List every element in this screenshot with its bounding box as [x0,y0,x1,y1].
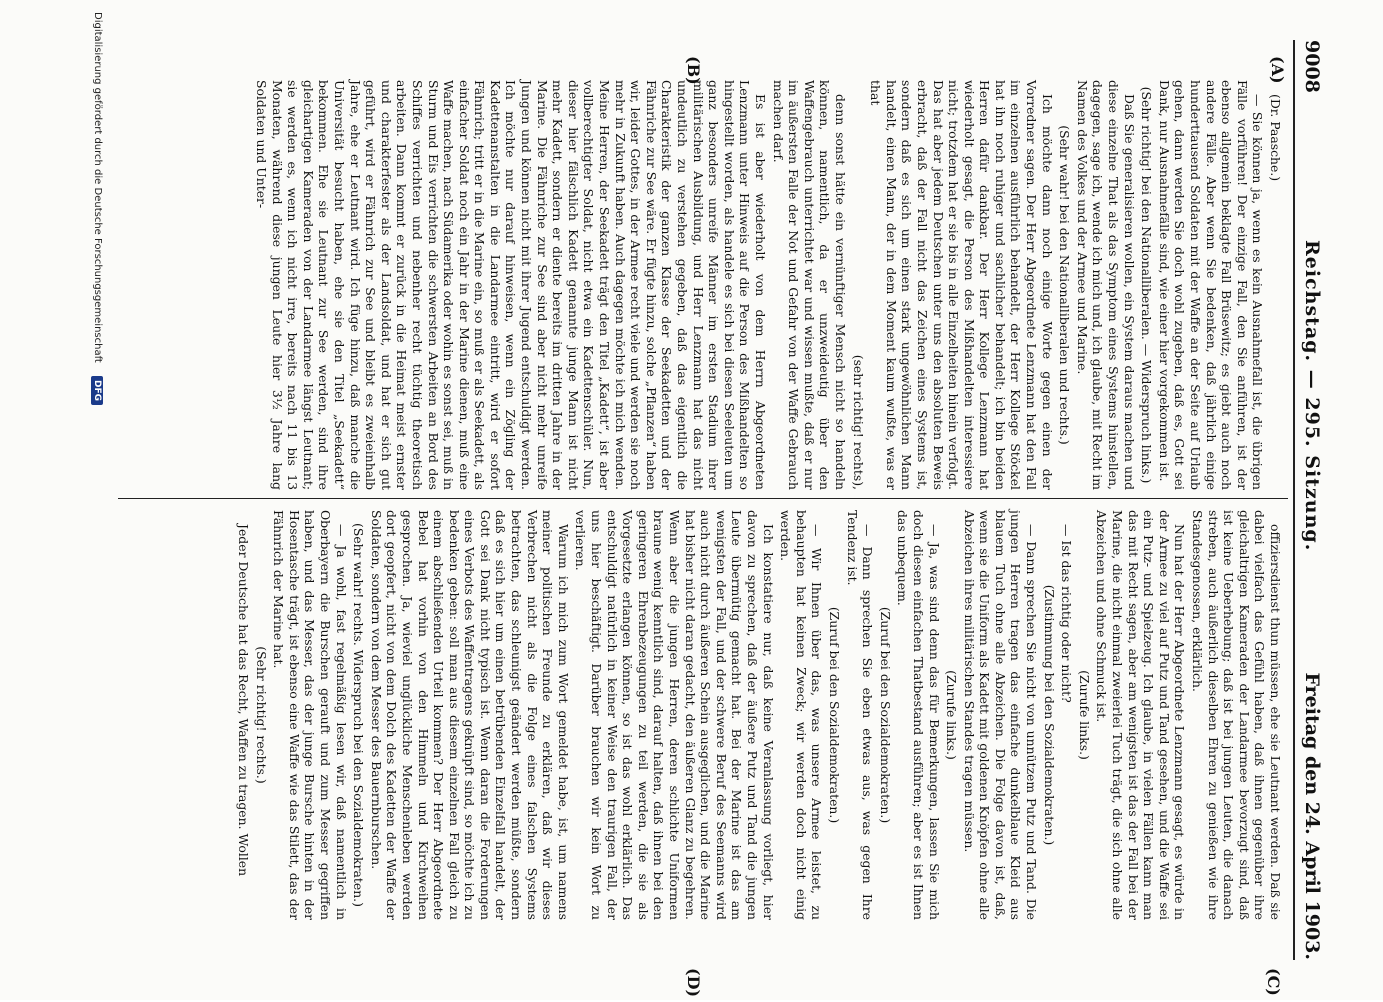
session-date: Freitag den 24. April 1903. [1301,672,1323,960]
paragraph: — Ist das richtig oder nicht? [1059,524,1075,703]
header-rule [1293,40,1295,960]
margin-marker-c: (C) [1264,968,1283,996]
paragraph: — Sie können ja, wenn es kein Ausnahmefall ist, die übrigen Fälle vorführen! Der einzige Fall, den Sie anführen, ist der ebenso allgemein beklagte Fall Brüsewitz; es giebt auch noch andere Fälle. Aber wenn Sie bedenken, daß jährlich einige hunderttausend Soldaten mit der Waffe an der Seite auf Urlaub gehen, dann werden Sie doch wohl zugeben, daß es, Gott sei Dank, nur Ausnahmefälle sind, wie einer hier vorgekommen ist. [1156,80,1266,490]
page-header [1293,40,1323,960]
paragraph: denn sonst hätte ein vernünftiger Mensch nicht so handeln können, namentlich, da er unzweideutig über den Waffengebrauch unterrichtet war und wissen mußte, daß er nur im äußersten Falle der Not und Gefahr von der Waffe Gebrauch machen darf. [770,80,848,490]
page-title: Reichstag. — 295. Sitzung. [1301,240,1323,552]
interjection: (Zurufe links.) [1076,670,1092,760]
margin-marker-a: (A) [1268,56,1287,84]
paragraph: — Dann sprechen Sie eben etwas aus, was gegen Ihre Tendenz ist. [844,510,876,920]
paragraph: offiziersdienst thun müssen, ehe sie Leutnant werden. Daß sie dabei vielfach das Gefühl haben, daß ihnen gegenüber ihre gleichaltrigen Kameraden der Landarmee bevorzugt sind, daß ist keine Ueberhebung; daß ist bei jungen Leuten, die danach streben, auch äußerlich dieselben Ehren zu genießen wie ihre Standesgenossen, erklärlich. [1190,510,1283,920]
interjection: (Zuruf bei den Sozialdemokraten.) [877,606,893,824]
right-text-column [233,510,1283,920]
paragraph: Ich möchte dann noch einige Worte gegen einen der Vorredner sagen. Der Herr Abgeordnete Lenzmann hat den Fall im einzelnen ausführlich behandelt, der Herr Kollege Stöckel hat ihn noch ruhiger und sachlicher behandelt; ich bin beiden Herren dafür dankbar. Der Herr Kollege Lenzmann hat wiederholt gesagt, die Person des Mißhandelten interessiere nicht; trotzdem hat er sie bis in alle Einzelheiten hinein verfolgt. Das hat aber jedem Deutschen unter uns den absoluten Beweis erbracht, daß der Fall nicht das Zeichen eines Systems ist, sondern daß es sich um einen stark ungewöhnlichen Mann handelt, einen Mann, der in dem Moment kaum wußte, was er that [868,80,1055,490]
paragraph: (Dr. Paasche.) [1268,94,1283,182]
interjection: (Sehr richtig! bei den Nationalliberalen. — Widerspruch links.) [1139,86,1155,484]
dfg-logo: DFG [91,376,103,405]
page-number: 9008 [1301,40,1323,93]
paragraph: Warum ich mich zum Wort gemeldet habe, ist, um namens meiner politischen Freunde zu erklären, daß wir dieses Verbrechen nicht als die Folge eines falschen Systems betrachten, das schleunigst geändert werden müßte, sondern daß es sich hier um einen betrübenden Einzelfall handelt, der Gott sei Dank nicht typisch ist. Wenn daran die Forderungen eines Verbots des Waffentragens geknüpft sind, so möchte ich zu bedenken geben: soll man aus diesem einzelnen Fall gleich zu einem abschließenden Urteil kommen? Der Herr Abgeordnete Bebel hat vorhin von den Himmeln und Kirchweihen gesprochen. Ja, wieviel unglückliche Menschenleben werden dort geopfert, nicht von dem Dolch des Kadetten der Waffe der Soldaten, sondern von dem Messer des Bauernburschen. [368,510,571,920]
page-footer [91,12,103,1002]
paragraph: — Ja, was sind denn das für Bemerkungen, lassen Sie mich doch diesen einfachen Thatbestand ausführen; aber es ist Ihnen das unbequem. [895,510,942,920]
column-divider [118,498,1288,499]
paragraph: Es ist aber wiederholt von dem Herrn Abgeordneten Lenzmann unter Hinweis auf die Person des Mißhandelten so hingestellt worden, als handele es sich bei diesen Seeleuten um ganz besonders unreife Männer im ersten Stadium ihrer militärischen Ausbildung, und Herr Lenzmann hat das nicht undeutlich zu verstehen gegeben, daß das eigentlich die Charakteristik der ganzen Klasse der Seekadetten und der Fähnriche zur See wäre. Er fügte hinzu, solche „Pflanzen“ haben wir, leider Gottes, in der Armee recht viele und werden sie noch mehr in Zukunft haben. Auch dagegen möchte ich mich wenden. Meine Herren, der Seekadett trägt den Titel „Kadett“, ist aber vollberechtigter Soldat, nicht etwa ein Kadettenschüler. Nun, dieser hier fälschlich Kadett genannte junge Mann ist nicht mehr Kadett, sondern er diente bereits im dritten Jahre in der Marine. Die Fähnriche zur See sind aber nicht mehr unreife Jungen und können nicht mit ihrer Jugend entschuldigt werden. Ich möchte nur darauf hinweisen, wenn ein Zögling der Kadettenanstalten in die Landarmee eintritt, wird er sofort Fähnrich; tritt er in die Marine ein, so muß er als Seekadett, als einfacher Soldat noch ein Jahr in der Marine dienen, muß eine Waffe machen, nach Südamerika oder wohin es sonst sei, muß in Sturm und Eis verrichten die schwersten Arbeiten an Bord des Schiffes verrichten und nebenher recht tüchtig theoretisch arbeiten. Dann kommt er zurück in die Heimat meist ernster und charakterfester als der Landsoldat, und hat er sich gut geführt, wird er Fähnrich zur See und bleibt es zweieinhalb Jahre, ehe er Leutnant wird. Ich füge hinzu, daß manche die Universität besucht haben, ehe sie den Titel „Seekadett“ bekommen. Ehe sie Leutnant zur See werden, sind ihre gleichartigen Kameraden von der Landarmee längst Leutnant; sie werden es, wenn ich nicht irre, bereits nach 11 bis 13 Monaten, während diese jungen Leute hier 3½ Jahre lang Soldaten und Unter- [254,80,768,490]
interjection: (Zuruf bei den Sozialdemokraten.) [826,606,842,824]
paragraph: Nun hat der Herr Abgeordnete Lenzmann gesagt, es würde in der Armee zu viel auf Putz und Tand gesehen, und die Waffe sei ein Putz- und Spielzeug. Ich glaube, in vielen Fällen kann man das mit Recht sagen, aber am wenigsten ist das der Fall bei der Marine, die nicht einmal zweierlei Tuch trägt, die sich ohne alle Abzeichen und ohne Schmuck ist. [1094,510,1188,920]
interjection: (sehr richtig! rechts), [850,354,866,490]
interjection: (Sehr richtig! rechts.) [253,646,269,784]
footer-credit: Digitalisierung gefördert durch die Deutsche Forschungsgemeinschaft [92,12,103,363]
paragraph: Daß Sie generalisieren wollen, ein System daraus machen und diese einzelne That als das Symptom eines Systems hinstellen, dagegen, sage ich, wende ich mich und, ich glaube, mit Recht im Namen des Volkes und der Armee und Marine. [1074,80,1137,490]
margin-marker-b: (B) [684,56,703,85]
interjection: (Sehr wahr! rechts. Widerspruch bei den Sozialdemokraten.) [351,523,367,907]
interjection: (Sehr wahr! bei den Nationalliberalen und rechts.) [1057,125,1073,445]
paragraph: Jeder Deutsche hat das Recht, Waffen zu tragen. Wollen [236,524,251,877]
margin-marker-d: (D) [684,968,703,998]
interjection: (Zurufe links.) [944,670,960,760]
paragraph: — Dann sprechen Sie nicht von unnützem Putz und Tand. Die jungen Herren tragen das einfache dunkelblaue Kleid aus blauem Tuch ohne alle Abzeichen. Die Folge davon ist, daß, wenn sie die Uniform als Kadett mit goldenen Knöpfen ohne alle Abzeichen ihres militärischen Standes tragen müssen. [961,510,1040,920]
left-text-column [251,80,1283,490]
interjection: (Zustimmung bei den Sozialdemokraten.) [1041,584,1057,846]
paragraph: — Ja wohl, fast regelmäßig lesen wir, daß namentlich in Oberbayern die Burschen gerauft und zum Messer gegriffen haben, und das Messer, das der junge Bursche hinten in der Hosentasche trägt, ist ebenso eine Waffe wie das Stilett, das der Fähnrich der Marine hat. [271,510,349,920]
paragraph: Ich konstatiere nur, daß keine Veranlassung vorliegt, hier davon zu sprechen, daß der äußere Putz und Tand die jungen Leute übermütig gemacht hat. Bei der Marine ist das am wenigsten der Fall, und der schwere Beruf des Seemanns wird auch nicht durch äußeren Schein ausgeglichen, und die Marine hat bisher nicht daran gedacht, den äußeren Glanz zu begehren. Wenn aber die jungen Herren, deren schlichte Uniformen braune wenig kenntlich sind, darauf halten, daß ihnen bei den geringeren Ehrenbezeugungen zu teil werden, die sie als Vorgesetzte erlangen können, so ist das wohl erklärlich. Das entschuldigt natürlich in keiner Weise den traurigen Fall, der uns hier beschäftigt. Darüber brauchen wir kein Wort zu verlieren. [573,510,776,920]
paragraph: — Wir Ihnen über das, was unsere Armee leistet, zu behaupten hat keinen Zweck; wir werden doch nicht einig werden. [778,510,825,920]
